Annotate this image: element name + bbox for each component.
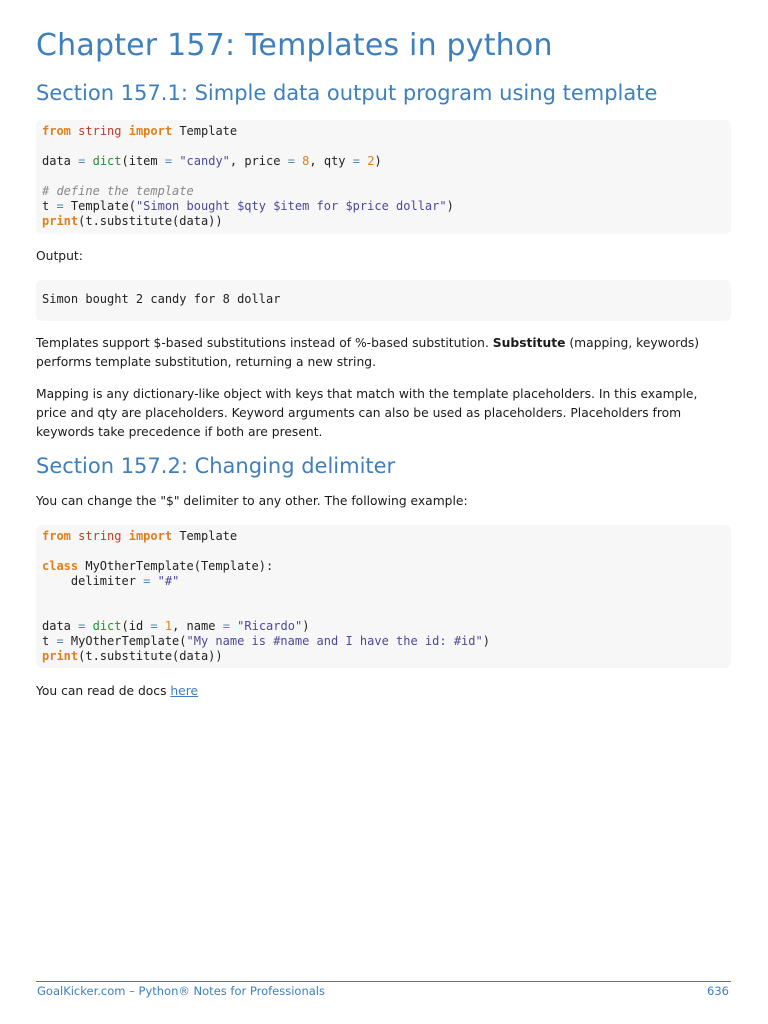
code-line: # define the template bbox=[42, 184, 194, 198]
code-line: from string import Template bbox=[42, 124, 238, 138]
footer-divider bbox=[36, 981, 731, 982]
section-2-title: Section 157.2: Changing delimiter bbox=[36, 454, 396, 478]
section-1-title: Section 157.1: Simple data output program using template bbox=[36, 81, 658, 105]
code-line bbox=[42, 544, 725, 559]
code-line: Simon bought 2 candy for 8 dollar bbox=[42, 292, 281, 306]
paragraph-substitute: Templates support $-based substitutions instead of %-based substitution. Substitute (mapping, keywords) performs template substitution, returning a new string. bbox=[36, 336, 700, 369]
paragraph-mapping: Mapping is any dictionary-like object with keys that match with the template placeholders. In this example, price and qty are placeholders. Keyword arguments can also be used as placeholders. Placeholders from keywords take precedence if both are present. bbox=[36, 387, 698, 439]
docs-paragraph: You can read de docs here bbox=[36, 684, 199, 698]
code-line: data = dict(id = 1, name = "Ricardo") bbox=[42, 619, 310, 633]
code-line: class MyOtherTemplate(Template): bbox=[42, 559, 274, 573]
code-line: t = MyOtherTemplate("My name is #name and I have the id: #id") bbox=[42, 634, 490, 648]
code-line: print(t.substitute(data)) bbox=[42, 214, 223, 228]
delimiter-intro: You can change the "$" delimiter to any other. The following example: bbox=[36, 494, 468, 508]
code-line bbox=[42, 139, 725, 154]
output-label: Output: bbox=[36, 249, 83, 263]
footer-page-number: 636 bbox=[707, 984, 729, 998]
code-line bbox=[42, 604, 725, 619]
code-line: from string import Template bbox=[42, 529, 238, 543]
docs-link[interactable]: here bbox=[170, 684, 199, 698]
code-line bbox=[42, 589, 725, 604]
footer-site-title: GoalKicker.com – Python® Notes for Professionals bbox=[37, 984, 325, 998]
chapter-title: Chapter 157: Templates in python bbox=[36, 28, 553, 63]
substitute-term: Substitute bbox=[492, 336, 566, 350]
code-line: t = Template("Simon bought $qty $item for $price dollar") bbox=[42, 199, 454, 213]
code-line: print(t.substitute(data)) bbox=[42, 649, 223, 663]
code-line bbox=[42, 169, 725, 184]
code-block-2 bbox=[36, 525, 731, 668]
code-line: data = dict(item = "candy", price = 8, qty = 2) bbox=[42, 154, 382, 168]
code-line: delimiter = "#" bbox=[42, 574, 180, 588]
output-block bbox=[36, 280, 731, 321]
code-block-1 bbox=[36, 120, 731, 234]
